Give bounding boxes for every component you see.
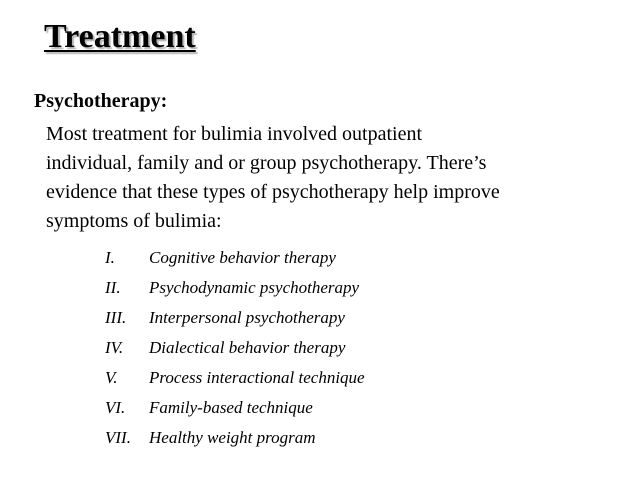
body-line: individual, family and or group psychotherapy. There’s	[46, 152, 487, 174]
list-item-number: VI.	[105, 398, 126, 417]
list-item	[105, 397, 365, 427]
list-item-text: Process interactional technique	[149, 368, 365, 387]
body-line: evidence that these types of psychotherapy help improve	[46, 181, 500, 203]
list-item	[105, 337, 365, 367]
slide-title: Treatment	[44, 18, 196, 55]
list-item-number: IV.	[105, 338, 124, 357]
list-item	[105, 247, 365, 277]
body-line: Most treatment for bulimia involved outpatient	[46, 123, 423, 145]
list-item-text: Healthy weight program	[149, 428, 316, 447]
list-item-text: Interpersonal psychotherapy	[149, 308, 345, 327]
list-item	[105, 367, 365, 397]
list-item-text: Cognitive behavior therapy	[149, 248, 336, 267]
list-item	[105, 307, 365, 337]
list-item-number: III.	[105, 308, 127, 327]
list-item-text: Dialectical behavior therapy	[149, 338, 346, 357]
list-item-number: II.	[105, 278, 121, 297]
list-item-text: Family-based technique	[149, 398, 313, 417]
body-line: symptoms of bulimia:	[46, 210, 222, 232]
list-item-text: Psychodynamic psychotherapy	[149, 278, 360, 297]
list-item	[105, 427, 365, 457]
list-item-number: I.	[105, 248, 115, 267]
list-item-number: VII.	[105, 428, 131, 447]
list-item-number: V.	[105, 368, 118, 387]
section-heading: Psychotherapy:	[34, 90, 168, 112]
therapy-list	[105, 247, 365, 457]
list-item	[105, 277, 365, 307]
body-paragraph	[46, 120, 626, 236]
